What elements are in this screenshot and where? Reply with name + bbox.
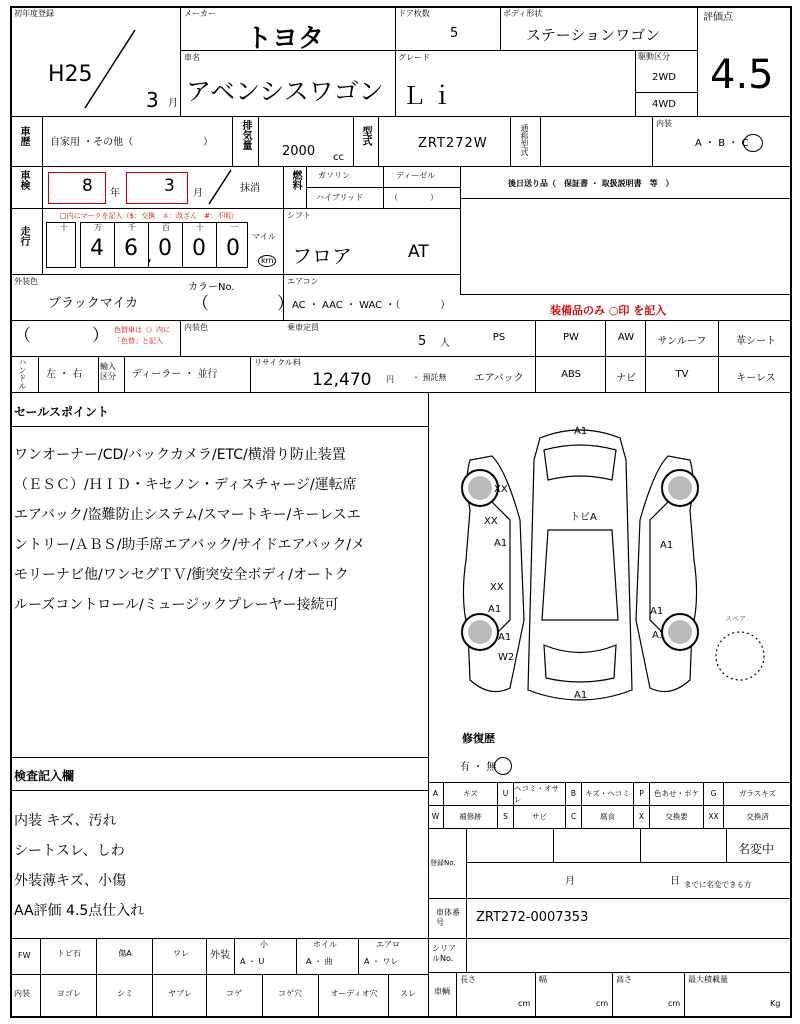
width-label: 幅 bbox=[539, 975, 547, 984]
maker-label: メーカー bbox=[184, 9, 216, 18]
rating-value: 4.5 bbox=[710, 52, 774, 98]
handle-label: ハンドル bbox=[18, 358, 27, 390]
history-value: 自家用 ・その他（ ） bbox=[50, 137, 214, 148]
equip-TV: TV bbox=[675, 369, 689, 380]
inspection-note-line: AA評価 4.5点仕入れ bbox=[14, 903, 145, 919]
damage-mark: W2 bbox=[498, 652, 515, 663]
color-change-paren-close: ） bbox=[92, 326, 109, 346]
damage-mark: A1 bbox=[488, 604, 502, 615]
bottom-interior-label: 内装 bbox=[14, 989, 30, 998]
sales-line: エアバック/盗難防止システム/スマートキー/キーレスエ bbox=[14, 507, 361, 523]
inspection-cancelled: 抹消 bbox=[240, 183, 260, 194]
inspection-slash bbox=[205, 168, 235, 206]
wheel-value: A ・ 曲 bbox=[306, 957, 333, 966]
equip-ABS: ABS bbox=[561, 369, 581, 380]
mileage-comma: , bbox=[147, 246, 153, 265]
model-label: 型式 bbox=[360, 126, 371, 146]
length-unit: cm bbox=[518, 999, 531, 1008]
first-reg-month-unit: 月 bbox=[168, 98, 178, 109]
aircon-label: エアコン bbox=[287, 277, 319, 286]
recycle-value: 12,470 bbox=[312, 370, 372, 390]
sales-line: ルーズコントロール/ミュージックプレーヤー接続可 bbox=[14, 597, 339, 613]
mileage-digit-1: 4 bbox=[90, 236, 104, 261]
repair-circle bbox=[494, 757, 512, 775]
inspection-year: 8 bbox=[82, 176, 93, 196]
recycle-label: リサイクル料 bbox=[254, 358, 301, 367]
first-reg-month: 3 bbox=[146, 88, 159, 112]
fuel-diesel: ディーゼル bbox=[396, 171, 436, 180]
mileage-unit-4: 十 bbox=[196, 223, 204, 232]
shift-type: AT bbox=[408, 242, 429, 262]
mileage-divider-1 bbox=[80, 222, 81, 268]
equip-エアバック: エアバック bbox=[474, 373, 524, 384]
displacement-label: 排気量 bbox=[240, 120, 251, 150]
interior-item: ヨゴレ bbox=[57, 989, 81, 998]
car-name-label: 車名 bbox=[184, 53, 200, 62]
color-change-note: 色替車は（）内に「色替」と記入 bbox=[114, 326, 170, 346]
legend-cell: 色あせ・ボケ bbox=[650, 782, 704, 805]
legend-cell: 交換要 bbox=[650, 805, 704, 828]
first-reg-slash bbox=[80, 28, 140, 110]
legend-cell: 腐食 bbox=[582, 805, 634, 828]
interior-item: スレ bbox=[400, 989, 416, 998]
legend-cell: ガラスキズ bbox=[724, 782, 792, 805]
import-value: ディーラー ・ 並行 bbox=[132, 369, 218, 380]
mileage-note: □内にマークを記入（$：交換 ＊：改ざん #：不明） bbox=[60, 212, 238, 220]
repair-label: 修復歴 bbox=[462, 732, 495, 745]
repair-value: 有 ・ 無 bbox=[460, 762, 497, 773]
damage-mark: A1 bbox=[652, 630, 666, 641]
mileage-unit-3: 百 bbox=[162, 223, 170, 232]
grade-value: Ｌｉ bbox=[402, 82, 458, 110]
drive-4wd: 4WD bbox=[652, 99, 676, 110]
inspection-note-line: 内装 キズ、汚れ bbox=[14, 813, 117, 829]
maker-value: トヨタ bbox=[246, 24, 325, 54]
legend-cell: A bbox=[428, 782, 444, 805]
mileage-divider-5 bbox=[216, 222, 217, 268]
wheel-label: ホイル bbox=[313, 940, 337, 949]
legend-cell: C bbox=[566, 805, 582, 828]
displacement-unit: cc bbox=[333, 152, 344, 163]
displacement-value: 2000 bbox=[282, 144, 316, 159]
legend-cell: 補修跡 bbox=[444, 805, 498, 828]
color-no-label: カラーNo. bbox=[188, 282, 235, 293]
interior-item: コゲ穴 bbox=[278, 989, 302, 998]
drive-label: 駆動区分 bbox=[638, 52, 670, 61]
rating-label: 評価点 bbox=[703, 12, 733, 23]
legend-cell: S bbox=[498, 805, 514, 828]
inspection-note-line: 外装薄キズ、小傷 bbox=[14, 873, 127, 889]
damage-mark: XX bbox=[494, 484, 508, 495]
equip-サンルーフ: サンルーフ bbox=[657, 336, 707, 347]
legend-cell: B bbox=[566, 782, 582, 805]
docs-label: 後日送り品（ 保証書 ・ 取扱説明書 等 ） bbox=[508, 179, 674, 188]
load-unit: Kg bbox=[770, 999, 781, 1008]
fw-item: トビ石 bbox=[57, 949, 81, 958]
aero-value: A ・ ワレ bbox=[364, 957, 399, 966]
exterior-color-label: 外装色 bbox=[14, 277, 38, 286]
body-label: ボディ形状 bbox=[503, 9, 543, 18]
fw-item: 傷A bbox=[118, 949, 132, 958]
damage-mark: A1 bbox=[494, 538, 508, 549]
inspection-note-line: シートスレ、しわ bbox=[14, 843, 125, 859]
sales-line: （ＥＳＣ）/ＨＩＤ・キセノン・ディスチャージ/運転席 bbox=[14, 477, 357, 493]
grade-label: グレード bbox=[398, 53, 430, 62]
legend-cell: サビ bbox=[514, 805, 566, 828]
recycle-unit: 円 bbox=[386, 375, 394, 384]
capacity-label: 乗車定員 bbox=[287, 323, 319, 332]
history-label: 車歴 bbox=[18, 126, 29, 146]
doors-value: 5 bbox=[450, 26, 459, 41]
vin-label: 車体番号 bbox=[436, 908, 460, 927]
inspection-year-box bbox=[48, 172, 106, 204]
height-unit: cm bbox=[668, 999, 681, 1008]
exterior-small-value: A ・ U bbox=[240, 957, 265, 966]
sales-points-label: セールスポイント bbox=[14, 405, 109, 419]
legend-cell: G bbox=[704, 782, 724, 805]
vin-value: ZRT272-0007353 bbox=[476, 910, 589, 925]
interior-item: ヤブレ bbox=[168, 989, 192, 998]
equip-PW: PW bbox=[563, 332, 579, 343]
legend-cell: キズ bbox=[444, 782, 498, 805]
legend-cell: U bbox=[498, 782, 514, 805]
damage-mark: トビA bbox=[570, 512, 597, 523]
inspection-month: 3 bbox=[164, 176, 175, 196]
equip-note: 装備品のみ ○印 を記入 bbox=[550, 304, 667, 317]
sales-line: ントリー/ＡＢＳ/助手席エアバック/サイドエアバック/メ bbox=[14, 537, 366, 553]
mileage-unit-km: km bbox=[258, 255, 276, 267]
interior-grade-value: A ・ B ・ C bbox=[695, 138, 749, 149]
legend-cell: X bbox=[634, 805, 650, 828]
import-label: 輸入区分 bbox=[100, 362, 116, 381]
mileage-unit-1: 万 bbox=[94, 223, 102, 232]
spare-label: スペア bbox=[725, 615, 746, 623]
registration-label: 登録No. bbox=[430, 859, 456, 867]
drive-2wd: 2WD bbox=[652, 72, 676, 83]
deadline-day: 日 bbox=[670, 876, 680, 887]
height-label: 高さ bbox=[616, 975, 632, 984]
exterior-color-value: ブラックマイカ bbox=[48, 296, 139, 311]
mileage-divider-2 bbox=[114, 222, 115, 268]
inspection-notes-label: 検査記入欄 bbox=[14, 769, 75, 783]
aircon-value: AC ・ AAC ・ WAC ・（ ） bbox=[292, 300, 451, 311]
fuel-other: （ ） bbox=[390, 193, 438, 202]
first-reg-label: 初年度登録 bbox=[14, 9, 54, 18]
mileage-divider-4 bbox=[182, 222, 183, 268]
mileage-unit-5: 一 bbox=[230, 223, 238, 232]
fw-label: FW bbox=[18, 951, 31, 960]
interior-color-label: 内装色 bbox=[184, 323, 208, 332]
car-name-value: アベンシスワゴン bbox=[186, 77, 384, 106]
deadline-month: 月 bbox=[565, 876, 575, 887]
damage-mark: A1 bbox=[650, 606, 664, 617]
doors-label: ドア枚数 bbox=[398, 9, 430, 18]
aero-label: エアロ bbox=[376, 940, 400, 949]
name-change: 名変中 bbox=[738, 842, 775, 856]
legend-cell: XX bbox=[704, 805, 724, 828]
damage-mark: A1 bbox=[498, 632, 512, 643]
type-label: 通称型式 bbox=[520, 124, 529, 156]
damage-mark: A1 bbox=[574, 426, 588, 437]
damage-mark: XX bbox=[484, 516, 498, 527]
deadline-text: までに名変できる方 bbox=[684, 880, 752, 889]
legend-cell: W bbox=[428, 805, 444, 828]
equip-PS: PS bbox=[492, 332, 506, 343]
mileage-digit-2: 6 bbox=[124, 236, 138, 261]
interior-grade-circle bbox=[743, 134, 763, 152]
damage-mark: XX bbox=[490, 582, 504, 593]
car-damage-diagram bbox=[440, 420, 780, 720]
model-value: ZRT272W bbox=[418, 136, 488, 151]
body-value: ステーションワゴン bbox=[526, 26, 661, 44]
legend-cell: キズ・ヘコミ bbox=[582, 782, 634, 805]
sales-line: ワンオーナー/CD/バックカメラ/ETC/横滑り防止装置 bbox=[14, 447, 346, 463]
mileage-label: 走行 bbox=[18, 226, 29, 246]
capacity-value: 5 bbox=[418, 334, 427, 349]
damage-mark: A1 bbox=[660, 540, 674, 551]
inspection-label: 車検 bbox=[18, 170, 29, 190]
recycle-deposit: ・ 預託無 bbox=[412, 373, 447, 382]
legend-cell: ヘコミ・オサレ bbox=[514, 782, 566, 805]
interior-item: シミ bbox=[117, 989, 133, 998]
inspection-month-unit: 月 bbox=[193, 188, 203, 199]
equip-キーレス: キーレス bbox=[736, 373, 776, 384]
capacity-unit: 人 bbox=[440, 338, 450, 349]
inspection-month-box bbox=[126, 172, 188, 204]
equip-AW: AW bbox=[617, 332, 635, 343]
inspection-year-unit: 年 bbox=[110, 188, 120, 199]
load-label: 最大積載量 bbox=[688, 975, 728, 984]
dimension-label: 車輌 bbox=[434, 987, 450, 996]
first-reg-year: H25 bbox=[48, 62, 93, 87]
fuel-hybrid: ハイブリッド bbox=[316, 193, 364, 202]
exterior-label: 外装 bbox=[210, 950, 230, 961]
serial-label: シリアルNo. bbox=[432, 944, 456, 964]
mileage-unit-2: 千 bbox=[128, 223, 136, 232]
interior-grade-label: 内装 bbox=[656, 119, 672, 128]
fw-item: ワレ bbox=[173, 949, 189, 958]
damage-legend bbox=[428, 782, 792, 828]
mileage-digit-3: 0 bbox=[158, 236, 172, 261]
fuel-gasoline: ガソリン bbox=[318, 171, 350, 180]
exterior-small-label: 小 bbox=[260, 940, 268, 949]
legend-cell: P bbox=[634, 782, 650, 805]
equip-ナビ: ナビ bbox=[616, 373, 636, 384]
color-change-paren-open: （ bbox=[14, 326, 31, 346]
legend-cell: 交換済 bbox=[724, 805, 792, 828]
interior-item: オーディオ穴 bbox=[330, 989, 378, 998]
color-no-value: （ ） bbox=[192, 294, 294, 314]
legend-row-2 bbox=[428, 805, 792, 828]
width-unit: cm bbox=[596, 999, 609, 1008]
legend-row-1 bbox=[428, 782, 792, 805]
mileage-digit-5: 0 bbox=[226, 236, 240, 261]
mileage-unit-mile: マイル bbox=[252, 232, 276, 241]
mileage-unit-0: 十 bbox=[60, 223, 68, 232]
sales-line: モリーナビ他/ワンセグＴＶ/衝突安全ボディ/オートク bbox=[14, 567, 349, 583]
shift-label: シフト bbox=[287, 211, 311, 220]
handle-value: 左 ・ 右 bbox=[46, 369, 83, 380]
fuel-label: 燃料 bbox=[290, 170, 301, 190]
length-label: 長さ bbox=[460, 975, 476, 984]
damage-mark: A1 bbox=[574, 690, 588, 701]
equip-革シート: 革シート bbox=[736, 336, 776, 347]
interior-item: コゲ bbox=[226, 989, 242, 998]
shift-floor: フロア bbox=[292, 244, 352, 268]
mileage-digit-4: 0 bbox=[192, 236, 206, 261]
